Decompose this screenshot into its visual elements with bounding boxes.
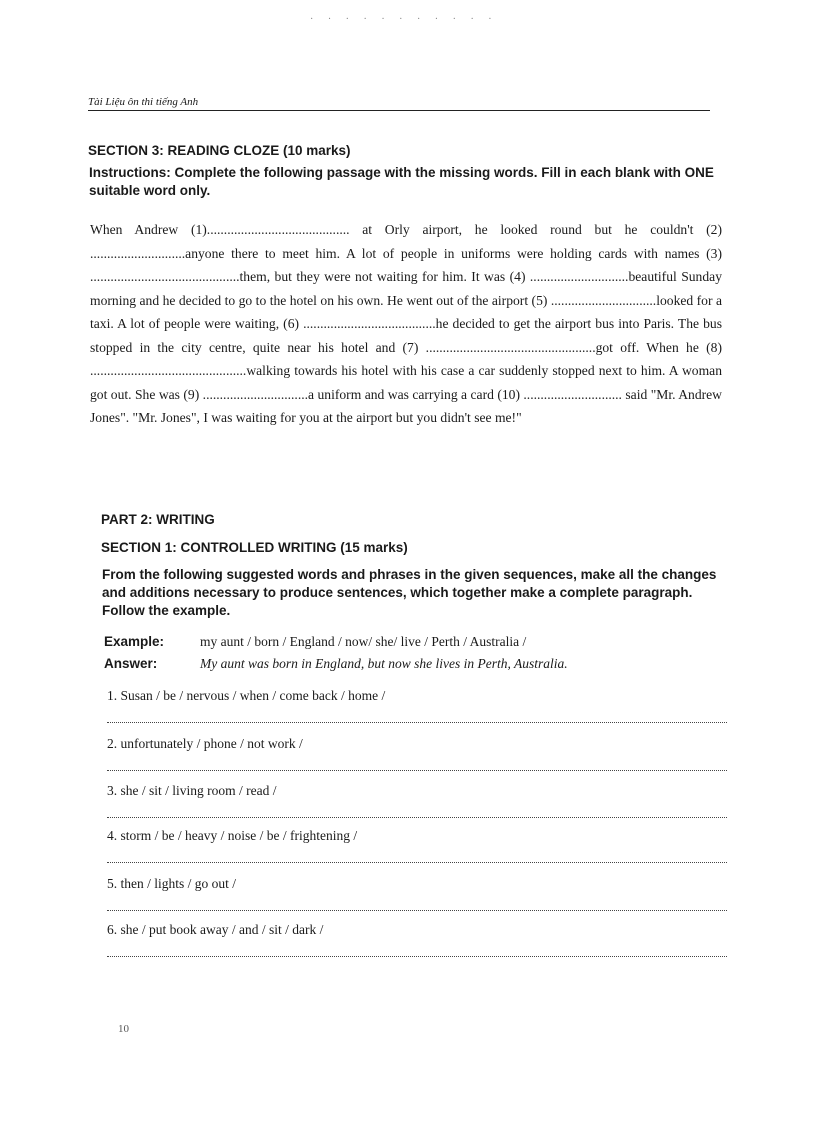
part-title: PART 2: WRITING bbox=[101, 512, 215, 527]
cloze-passage: When Andrew (1).......................................... at Orly airport, he looked round but he couldn't (2) ............................anyone there to meet him. A lot of people in uniforms were holding cards with names (3) ............................................them, but they were not waiting for him. It was (4) .............................beautiful Sunday morning and he decided to go to the hotel on his own. He went out of the airport (5) ...............................looked for a taxi. A lot of people were waiting, (6) .......................................he decided to get the airport bus into Paris. The bus stopped in the city centre, quite near his hotel and (7) ..................................................got off. When he (8) ..............................................walking towards his hotel with his case a car suddenly stopped next to him. A woman got out. She was (9) ...............................a uniform and was carrying a card (10) ............................. said "Mr. Andrew Jones". "Mr. Jones", I was waiting for you at the airport but you didn't see me!" bbox=[90, 222, 722, 425]
page-number: 10 bbox=[118, 1023, 129, 1035]
answer-line[interactable] bbox=[107, 942, 727, 957]
example-text: my aunt / born / England / now/ she/ live / Perth / Australia / bbox=[200, 634, 527, 649]
writing-item bbox=[107, 736, 727, 771]
writing-item-prompt: 6. she / put book away / and / sit / dark / bbox=[107, 922, 324, 937]
answer-text: My aunt was born in England, but now she lives in Perth, Australia. bbox=[200, 656, 568, 671]
writing-item-prompt: 3. she / sit / living room / read / bbox=[107, 783, 277, 798]
answer-line[interactable] bbox=[107, 708, 727, 723]
writing-item bbox=[107, 922, 727, 957]
answer-line[interactable] bbox=[107, 756, 727, 771]
writing-item-prompt: 1. Susan / be / nervous / when / come back / home / bbox=[107, 688, 386, 703]
reading-section-title: SECTION 3: READING CLOZE (10 marks) bbox=[88, 143, 351, 158]
writing-item-prompt: 5. then / lights / go out / bbox=[107, 876, 237, 891]
answer-row bbox=[104, 656, 568, 672]
answer-line[interactable] bbox=[107, 896, 727, 911]
writing-section-title: SECTION 1: CONTROLLED WRITING (15 marks) bbox=[101, 540, 408, 555]
answer-line[interactable] bbox=[107, 803, 727, 818]
example-row bbox=[104, 634, 526, 650]
writing-item-prompt: 4. storm / be / heavy / noise / be / frightening / bbox=[107, 828, 358, 843]
example-label: Example: bbox=[104, 634, 165, 649]
writing-item bbox=[107, 783, 727, 818]
scan-marks: · · · · · · · · · · · bbox=[310, 14, 498, 25]
answer-line[interactable] bbox=[107, 848, 727, 863]
writing-item bbox=[107, 876, 727, 911]
reading-instructions: Instructions: Complete the following passage with the missing words. Fill in each blank with ONE suitable word only. bbox=[89, 165, 714, 198]
answer-label: Answer: bbox=[104, 656, 158, 671]
writing-item bbox=[107, 828, 727, 863]
writing-instructions: From the following suggested words and phrases in the given sequences, make all the changes and additions necessary to produce sentences, which together make a complete paragraph. Follow the example. bbox=[102, 567, 717, 618]
writing-item-prompt: 2. unfortunately / phone / not work / bbox=[107, 736, 303, 751]
writing-item bbox=[107, 688, 727, 723]
page-header: Tài Liệu ôn thi tiếng Anh bbox=[88, 96, 710, 111]
